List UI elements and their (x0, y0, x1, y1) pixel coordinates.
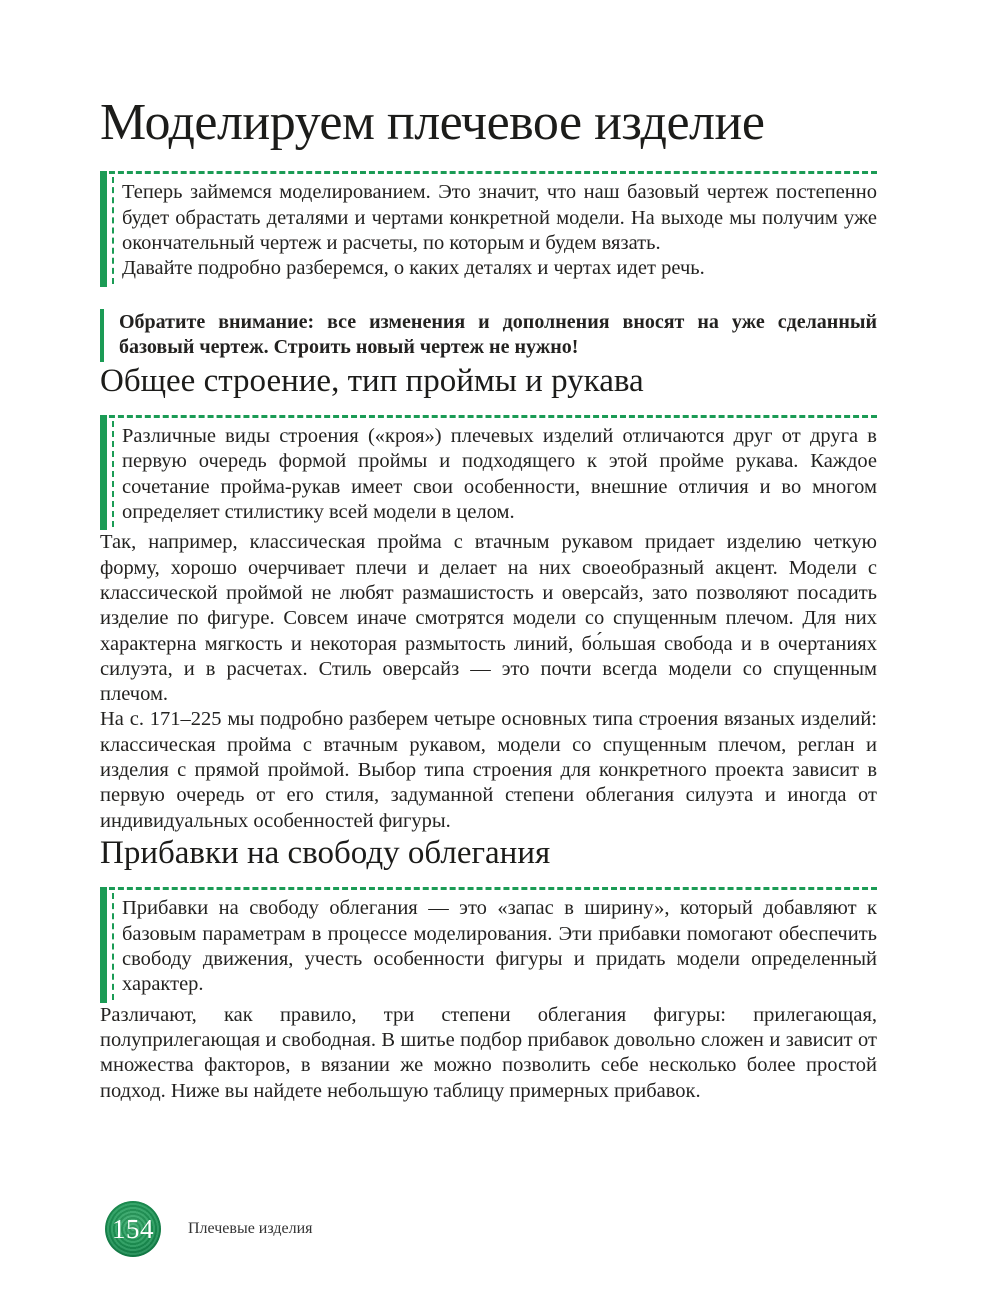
section-heading-ease: Прибавки на свободу облегания (100, 834, 551, 871)
attention-note (100, 309, 877, 362)
structure-callout (100, 415, 877, 530)
page-footer (105, 1201, 313, 1257)
attention-note-label: Обратите внимание: (119, 310, 315, 333)
attention-note-body: все изменения и дополнения вносят на уже сделанный базовый чертеж. Строить новый чертеж не нужно! (119, 310, 877, 358)
structure-body-paragraph: Так, например, классическая пройма с втачным рукавом придает изделию четкую форму, хорошо очерчивает плечи и делает на них своеобразный акцент. Модели с классической проймой не любят размашистость и оверсайз, зато позволяют посадить изделие по фигуре. Совсем иначе смотрятся модели со спущенным плечом. Для них характерна мягкость и некоторая размытость линий, бо́льшая свобода и в очертаниях силуэта, и в расчетах. Стиль оверсайз — это почти всегда модели со спущенным плечом. (100, 531, 877, 706)
attention-note-text (119, 310, 877, 360)
page-title: Моделируем плечевое изделие (100, 94, 765, 151)
section-heading-structure: Общее строение, тип проймы и рукава (100, 362, 644, 399)
page-content (100, 0, 877, 1104)
structure-body-paragraph: На с. 171–225 мы подробно разберем четыре основных типа строения вязаных изделий: классическая пройма с втачным рукавом, модели со спущенным плечом, реглан и изделия с прямой проймой. Выбор типа строения для конкретного проекта зависит в первую очередь от его стиля, задуманной степени облегания силуэта и иногда от индивидуальных особенностей фигуры. (100, 708, 877, 832)
ease-callout (100, 887, 877, 1002)
intro-callout-paragraph: Теперь займемся моделированием. Это значит, что наш базовый чертеж постепенно будет обрастать деталями и чертами конкретной модели. На выходе мы получим уже окончательный чертеж и расчеты, по которым и будем вязать. (122, 181, 877, 254)
ease-callout-paragraph: Прибавки на свободу облегания — это «запас в ширину», который добавляют к базовым параметрам в процессе моделирования. Эти прибавки помогают обеспечить свободу движения, учесть особенности фигуры и придать модели определенный характер. (122, 897, 877, 996)
intro-callout-paragraph: Давайте подробно разберемся, о каких деталях и чертах идет речь. (122, 257, 705, 280)
intro-callout (100, 171, 877, 286)
ease-body-paragraph: Различают, как правило, три степени облегания фигуры: прилегающая, полуприлегающая и свободная. В шитье подбор прибавок довольно сложен и зависит от множества факторов, в вязании же можно позволить себе несколько более простой подход. Ниже вы найдете небольшую таблицу примерных прибавок. (100, 1003, 877, 1102)
structure-callout-paragraph: Различные виды строения («кроя») плечевых изделий отличаются друг от друга в первую очередь формой проймы и подходящего к этой пройме рукава. Каждое сочетание пройма-рукав имеет свои особенности, внешние отличия и во многом определяет стилистику всей модели в целом. (122, 425, 877, 524)
footer-section-label: Плечевые изделия (188, 1220, 313, 1237)
page-number-badge: 154 (105, 1201, 161, 1257)
